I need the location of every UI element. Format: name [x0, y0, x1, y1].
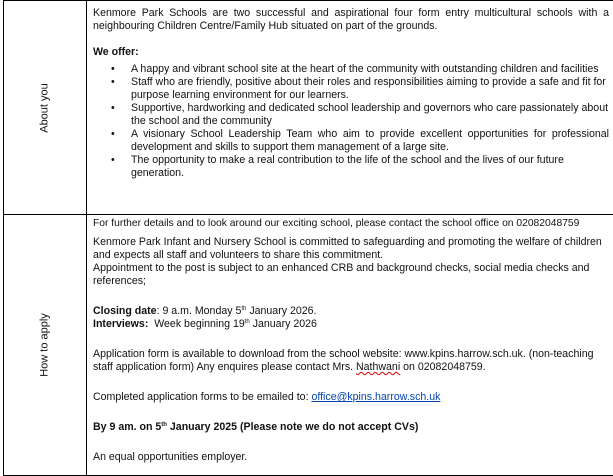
ordinal-suffix: th — [161, 422, 167, 428]
about-you-content — [93, 7, 609, 180]
interviews-label: Interviews: — [93, 318, 149, 330]
equal-opportunities-text: An equal opportunities employer. — [93, 451, 248, 463]
deadline-value: By 9 am. on 5 — [93, 421, 162, 433]
offer-heading: We offer: — [93, 46, 139, 58]
about-you-label: About you — [38, 82, 51, 133]
deadline-note: January 2025 (Please note we do not accept CVs) — [166, 421, 419, 433]
about-you-row — [4, 1, 613, 215]
closing-date — [93, 305, 609, 318]
offer-item: • Supportive, hardworking and dedicated school leadership and governors who care passionately about the school and the community — [93, 102, 609, 128]
email-link[interactable]: office@kpins.harrow.sch.uk — [311, 391, 441, 403]
closing-date-value: : 9 a.m. Monday 5 — [156, 305, 242, 317]
about-you-label-cell — [4, 1, 87, 214]
safeguarding-text: Kenmore Park Infant and Nursery School is committed to safeguarding and promoting the welfare of children and expects all staff and volunteers to share this commitment. — [93, 236, 602, 261]
interviews-value: Week beginning 19 — [148, 318, 245, 330]
contact-name: Nathwani — [356, 361, 401, 373]
ordinal-suffix: th — [241, 306, 247, 312]
offer-item: • A visionary School Leadership Team who aim to provide excellent opportunities for professional development and skills to support them management of a large site. — [93, 128, 609, 154]
ordinal-suffix: th — [244, 319, 250, 325]
application-form-info: Application form is available to download from the school website: www.kpins.harrow.sch.uk. (non-teaching staff application form) Any enquires please contact Mrs. — [93, 348, 594, 373]
offer-item: • Staff who are friendly, positive about their roles and responsibilities aiming to provide a safe and fit for purpose learning environment for our learners. — [93, 76, 609, 102]
contact-phone: on 02082048759. — [400, 361, 486, 373]
deadline-text — [93, 421, 609, 434]
intro-text: Kenmore Park Schools are two successful and aspirational four form entry multicultural schools with a neighbouring Children Centre/Family Hub situated on part of the grounds. — [93, 7, 609, 32]
closing-date-value-end: January 2026. — [246, 305, 317, 317]
offer-item: • A happy and vibrant school site at the heart of the community with outstanding children and facilities — [93, 63, 609, 76]
interviews — [93, 318, 609, 331]
how-to-apply-row — [4, 215, 613, 476]
offer-list — [93, 63, 609, 180]
how-to-apply-label-cell — [4, 215, 87, 475]
application-form-text — [93, 348, 609, 374]
appointment-text: Appointment to the post is subject to an enhanced CRB and background checks, social media checks and references; — [93, 262, 590, 287]
email-text — [93, 391, 609, 404]
interviews-value-end: January 2026 — [249, 318, 317, 330]
contact-text: For further details and to look around our exciting school, please contact the school office on 02082048759 — [93, 218, 580, 229]
email-instruction: Completed application forms to be emailed to: — [93, 391, 312, 403]
closing-date-label: Closing date — [93, 305, 157, 317]
job-details-table — [3, 0, 613, 476]
offer-item: • The opportunity to make a real contribution to the life of the school and the lives of our future generation. — [93, 154, 609, 180]
how-to-apply-content — [93, 217, 609, 464]
how-to-apply-label: How to apply — [38, 313, 51, 377]
